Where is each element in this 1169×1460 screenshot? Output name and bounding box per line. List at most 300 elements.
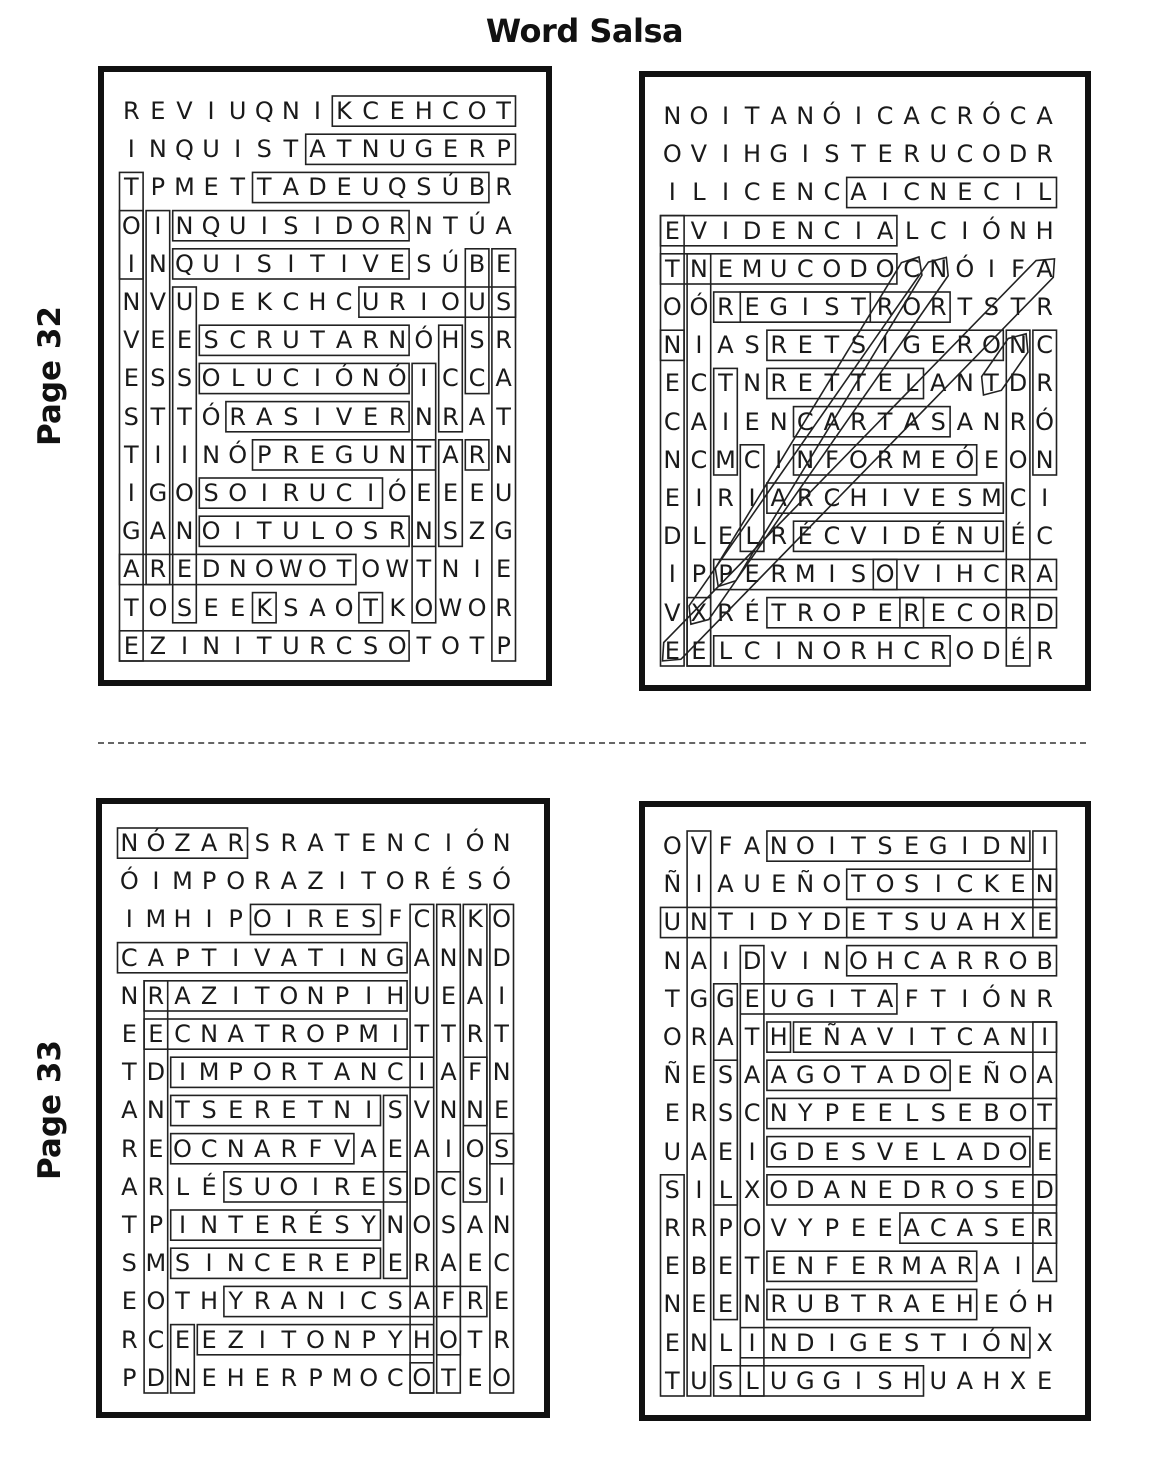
grid-letter: S	[930, 1099, 946, 1128]
grid-letter: Ó	[981, 984, 1001, 1013]
grid-letter: O	[875, 560, 895, 589]
grid-letter: I	[313, 211, 321, 240]
grid-letter: N	[796, 216, 815, 245]
grid-letter: A	[147, 943, 165, 972]
grid-letter: R	[717, 293, 734, 322]
grid-letter: O	[385, 867, 405, 896]
grid-letter: R	[796, 483, 814, 512]
grid-letter: O	[955, 636, 975, 665]
grid-letter: C	[1036, 331, 1053, 360]
grid-letter: N	[796, 636, 815, 665]
grid-letter: C	[823, 522, 841, 551]
grid-letter: R	[122, 97, 140, 126]
grid-letter: A	[413, 1134, 431, 1163]
grid-letter: N	[743, 369, 762, 398]
grid-letter: H	[412, 1325, 431, 1354]
grid-letter: T	[414, 1020, 430, 1049]
grid-letter: D	[822, 908, 842, 937]
grid-letter: E	[494, 1287, 510, 1316]
grid-letter: C	[663, 407, 681, 436]
grid-letter: E	[717, 522, 734, 551]
grid-letter: N	[175, 517, 194, 546]
grid-letter: C	[442, 97, 459, 126]
grid-letter: S	[850, 331, 867, 360]
grid-letter: U	[769, 984, 788, 1013]
grid-letter: G	[822, 1366, 842, 1395]
grid-letter: O	[875, 254, 895, 283]
grid-letter: A	[903, 1213, 920, 1242]
grid-letter: P	[257, 440, 272, 469]
grid-letter: R	[929, 293, 947, 322]
grid-letter: W	[278, 555, 303, 584]
grid-letter: T	[718, 369, 733, 398]
grid-letter: N	[769, 1099, 788, 1128]
grid-letter: T	[744, 102, 760, 131]
grid-letter: I	[961, 832, 969, 861]
grid-letter: N	[743, 1290, 762, 1319]
grid-letter: I	[154, 440, 162, 469]
grid-letter: I	[881, 483, 889, 512]
grid-letter: R	[876, 1252, 894, 1281]
grid-letter: R	[468, 135, 486, 164]
grid-letter: S	[416, 173, 432, 202]
grid-letter: V	[254, 943, 271, 972]
grid-letter: R	[440, 905, 457, 934]
grid-letter: A	[282, 173, 300, 202]
grid-letter: A	[956, 407, 974, 436]
grid-letter: D	[769, 908, 788, 937]
grid-letter: O	[1008, 946, 1028, 975]
grid-letter: S	[256, 249, 272, 278]
grid-letter: X	[1036, 1328, 1053, 1357]
grid-letter: N	[955, 522, 974, 551]
grid-letter: A	[876, 1061, 894, 1090]
grid-letter: S	[440, 1210, 457, 1239]
grid-letter: Ó	[465, 829, 485, 858]
grid-letter: R	[120, 1134, 138, 1163]
grid-letter: P	[496, 135, 511, 164]
grid-letter: T	[441, 1020, 456, 1049]
grid-letter: O	[492, 1363, 512, 1392]
grid-letter: D	[902, 522, 921, 551]
grid-letter: S	[334, 1210, 350, 1239]
grid-letter: Y	[797, 1213, 813, 1242]
grid-letter: E	[664, 483, 680, 512]
grid-letter: E	[148, 1020, 164, 1049]
grid-letter: O	[955, 1175, 975, 1204]
grid-letter: G	[689, 984, 709, 1013]
grid-letter: T	[718, 908, 733, 937]
grid-letter: O	[412, 1210, 432, 1239]
grid-letter: G	[121, 517, 141, 546]
grid-letter: E	[983, 1290, 999, 1319]
grid-letter: I	[987, 254, 995, 283]
grid-letter: A	[956, 908, 974, 937]
grid-letter: L	[904, 216, 919, 245]
grid-letter: S	[877, 1366, 893, 1395]
grid-letter: U	[982, 522, 1001, 551]
grid-letter: E	[691, 636, 707, 665]
grid-letter: N	[173, 1363, 192, 1392]
grid-letter: N	[359, 1058, 378, 1087]
grid-letter: É	[201, 1172, 217, 1201]
grid-letter: T	[851, 870, 866, 899]
grid-letter: C	[335, 288, 353, 317]
grid-letter: E	[717, 1137, 734, 1166]
grid-letter: N	[1035, 870, 1054, 899]
grid-letter: A	[466, 981, 484, 1010]
grid-letter: U	[796, 1290, 815, 1319]
grid-letter: D	[742, 216, 762, 245]
grid-letter: Ú	[441, 173, 460, 202]
grid-letter: T	[334, 829, 350, 858]
grid-letter: U	[929, 1366, 948, 1395]
grid-letter: N	[492, 1058, 511, 1087]
grid-letter: D	[201, 555, 221, 584]
grid-letter: O	[279, 1172, 299, 1201]
grid-letter: A	[690, 946, 708, 975]
grid-letter: T	[441, 1363, 456, 1392]
grid-letter: T	[851, 369, 866, 398]
grid-letter: I	[828, 832, 836, 861]
grid-letter: I	[668, 178, 676, 207]
grid-letter: Y	[361, 1210, 376, 1239]
grid-letter: S	[174, 1249, 191, 1278]
grid-letter: I	[721, 407, 730, 436]
grid-letter: T	[175, 1096, 190, 1125]
grid-letter: T	[256, 173, 272, 202]
grid-letter: S	[904, 1328, 920, 1357]
grid-letter: C	[903, 636, 921, 665]
grid-letter: E	[150, 326, 166, 355]
grid-letter: X	[1009, 908, 1027, 937]
grid-letter: P	[718, 560, 733, 589]
grid-letter: S	[121, 1249, 137, 1278]
grid-letter: I	[1014, 178, 1022, 207]
grid-letter: L	[692, 522, 706, 551]
grid-letter: C	[823, 483, 841, 512]
grid-letter: S	[717, 1061, 734, 1090]
grid-letter: E	[309, 440, 326, 469]
grid-letter: V	[770, 1213, 787, 1242]
grid-letter: É	[1010, 636, 1026, 665]
grid-letter: N	[769, 407, 788, 436]
grid-letter: I	[258, 1325, 266, 1354]
grid-letter: D	[146, 1363, 166, 1392]
grid-letter: M	[981, 483, 1002, 512]
grid-letter: Y	[797, 1099, 813, 1128]
grid-letter: R	[929, 636, 947, 665]
letter-grid	[659, 827, 1058, 1400]
grid-letter: H	[769, 1023, 788, 1052]
grid-letter: U	[282, 517, 300, 546]
grid-letter: A	[876, 216, 894, 245]
grid-letter: O	[228, 478, 248, 507]
grid-letter: S	[150, 364, 166, 393]
grid-letter: S	[283, 593, 299, 622]
grid-letter: N	[663, 445, 682, 474]
grid-letter: E	[1010, 1213, 1026, 1242]
grid-letter: O	[1008, 1137, 1028, 1166]
grid-letter: C	[120, 943, 138, 972]
grid-letter: A	[254, 1134, 271, 1163]
letter-grid	[116, 824, 515, 1397]
grid-letter: O	[981, 598, 1001, 627]
grid-letter: L	[692, 178, 706, 207]
grid-letter: R	[495, 326, 512, 355]
grid-letter: E	[664, 636, 680, 665]
grid-letter: L	[718, 1175, 733, 1204]
grid-letter: R	[717, 483, 734, 512]
grid-letter: É	[797, 522, 813, 551]
grid-letter: E	[850, 908, 867, 937]
grid-letter: O	[387, 631, 407, 660]
grid-letter: A	[335, 326, 353, 355]
grid-letter: R	[362, 326, 379, 355]
grid-letter: A	[770, 483, 787, 512]
grid-letter: E	[1010, 870, 1026, 899]
grid-letter: R	[876, 445, 894, 474]
grid-letter: E	[121, 1020, 137, 1049]
grid-letter: N	[492, 1210, 511, 1239]
grid-letter: P	[824, 1099, 840, 1128]
grid-letter: R	[466, 1287, 484, 1316]
grid-letter: F	[904, 984, 919, 1013]
grid-letter: N	[386, 829, 405, 858]
grid-letter: P	[201, 867, 217, 896]
grid-letter: P	[150, 173, 166, 202]
grid-letter: H	[876, 946, 895, 975]
grid-letter: T	[310, 249, 325, 278]
grid-letter: S	[744, 331, 760, 360]
grid-letter: D	[412, 1172, 432, 1201]
grid-letter: I	[234, 631, 242, 660]
grid-letter: N	[306, 981, 325, 1010]
grid-letter: B	[983, 1099, 1000, 1128]
grid-letter: O	[226, 867, 246, 896]
grid-letter: O	[414, 593, 434, 622]
grid-letter: I	[721, 216, 730, 245]
grid-letter: A	[690, 1137, 708, 1166]
grid-letter: C	[1009, 483, 1027, 512]
grid-letter: R	[770, 522, 788, 551]
grid-letter: I	[721, 946, 730, 975]
grid-letter: G	[494, 517, 513, 546]
grid-letter: T	[123, 440, 139, 469]
grid-letter: T	[467, 1325, 483, 1354]
grid-letter: U	[202, 249, 220, 278]
grid-letter: I	[367, 478, 375, 507]
grid-letter: T	[824, 331, 840, 360]
grid-letter: L	[904, 1099, 919, 1128]
grid-letter: I	[418, 1058, 426, 1087]
grid-letter: E	[174, 1325, 191, 1354]
grid-letter: P	[148, 1210, 164, 1239]
grid-letter: G	[902, 331, 921, 360]
grid-letter: G	[148, 478, 168, 507]
grid-letter: N	[492, 829, 511, 858]
grid-letter: A	[983, 1023, 1000, 1052]
grid-letter: A	[850, 178, 867, 207]
grid-letter: Z	[307, 867, 324, 896]
grid-letter: Ó	[981, 1328, 1001, 1357]
grid-letter: V	[903, 483, 920, 512]
grid-letter: A	[983, 1252, 1000, 1281]
grid-letter: N	[333, 1096, 352, 1125]
grid-letter: H	[902, 1366, 921, 1395]
grid-letter: M	[172, 867, 193, 896]
grid-letter: S	[469, 326, 485, 355]
grid-letter: N	[175, 211, 194, 240]
grid-letter: H	[955, 560, 974, 589]
grid-letter: R	[1036, 140, 1053, 169]
grid-letter: S	[363, 631, 379, 660]
grid-letter: T	[957, 293, 973, 322]
grid-letter: Ú	[441, 249, 460, 278]
grid-letter: R	[147, 1172, 165, 1201]
grid-letter: T	[824, 369, 840, 398]
grid-letter: A	[495, 364, 512, 393]
grid-letter: S	[824, 140, 840, 169]
grid-letter: P	[361, 1325, 376, 1354]
grid-letter: T	[851, 1061, 866, 1090]
grid-letter: É	[307, 1210, 324, 1239]
grid-letter: O	[175, 478, 194, 507]
grid-letter: U	[494, 478, 513, 507]
grid-letter: E	[496, 555, 512, 584]
grid-letter: W	[385, 555, 410, 584]
grid-letter: T	[494, 1020, 509, 1049]
grid-letter: I	[881, 522, 889, 551]
grid-letter: N	[200, 1210, 219, 1239]
grid-letter: C	[796, 407, 814, 436]
grid-letter: T	[744, 1023, 760, 1052]
grid-letter: Ñ	[663, 1061, 682, 1090]
grid-letter: N	[306, 1287, 325, 1316]
grid-letter: A	[1036, 1061, 1053, 1090]
grid-letter: T	[177, 402, 192, 431]
grid-letter: O	[121, 211, 141, 240]
grid-letter: I	[828, 984, 836, 1013]
grid-letter: R	[229, 402, 247, 431]
grid-letter: E	[416, 478, 432, 507]
grid-letter: E	[930, 331, 946, 360]
grid-letter: Y	[387, 1325, 403, 1354]
grid-letter: N	[663, 102, 682, 131]
grid-letter: O	[849, 946, 868, 975]
grid-letter: T	[361, 867, 376, 896]
grid-letter: D	[334, 211, 354, 240]
grid-letter: I	[1014, 1252, 1022, 1281]
grid-letter: S	[176, 364, 193, 393]
grid-letter: I	[234, 249, 242, 278]
grid-letter: Ñ	[796, 870, 815, 899]
grid-letter: A	[930, 946, 947, 975]
grid-letter: D	[982, 1137, 1001, 1166]
grid-letter: N	[388, 326, 407, 355]
grid-letter: E	[361, 829, 377, 858]
grid-letter: I	[828, 560, 836, 589]
grid-letter: N	[689, 908, 708, 937]
grid-letter: L	[718, 1328, 733, 1357]
grid-letter: Ó	[228, 440, 248, 469]
grid-letter: I	[908, 1023, 916, 1052]
grid-letter: E	[850, 1252, 867, 1281]
grid-letter: V	[903, 560, 920, 589]
grid-letter: O	[928, 1061, 948, 1090]
grid-letter: N	[494, 440, 513, 469]
grid-letter: O	[440, 288, 460, 317]
grid-letter: E	[363, 402, 379, 431]
grid-letter: A	[440, 1249, 457, 1278]
grid-letter: K	[256, 593, 273, 622]
letter-grid	[659, 97, 1058, 670]
grid-letter: I	[340, 249, 348, 278]
grid-letter: R	[929, 1175, 947, 1204]
grid-letter: N	[955, 369, 974, 398]
grid-letter: E	[664, 1099, 680, 1128]
grid-letter: T	[664, 984, 680, 1013]
grid-letter: Ú	[468, 211, 486, 240]
grid-letter: O	[981, 331, 1001, 360]
grid-letter: E	[176, 326, 193, 355]
grid-letter: T	[123, 593, 139, 622]
grid-letter: P	[361, 1249, 376, 1278]
grid-letter: E	[123, 364, 139, 393]
grid-letter: U	[929, 908, 948, 937]
grid-letter: Q	[254, 97, 274, 126]
grid-letter: R	[770, 1290, 788, 1319]
grid-letter: U	[282, 631, 300, 660]
grid-letter: T	[254, 1020, 270, 1049]
grid-letter: H	[414, 97, 433, 126]
grid-letter: A	[903, 1290, 920, 1319]
grid-letter: E	[281, 1249, 297, 1278]
grid-letter: Ó	[387, 364, 407, 393]
grid-letter: R	[280, 1134, 298, 1163]
grid-letter: S	[203, 326, 219, 355]
grid-letter: S	[983, 1175, 1000, 1204]
grid-letter: I	[473, 555, 481, 584]
grid-letter: S	[254, 829, 270, 858]
grid-letter: R	[493, 1325, 510, 1354]
grid-letter: R	[495, 593, 512, 622]
grid-letter: I	[260, 211, 268, 240]
grid-letter: A	[717, 870, 734, 899]
grid-letter: R	[388, 211, 406, 240]
grid-letter: P	[228, 905, 243, 934]
grid-letter: I	[127, 135, 135, 164]
grid-letter: D	[796, 1137, 815, 1166]
grid-letter: E	[387, 1134, 403, 1163]
grid-letter: R	[280, 1058, 298, 1087]
grid-letter: A	[307, 829, 324, 858]
grid-letter: V	[362, 249, 379, 278]
grid-letter: E	[389, 97, 405, 126]
grid-letter: N	[663, 331, 682, 360]
grid-letter: S	[930, 407, 946, 436]
grid-letter: T	[496, 402, 511, 431]
grid-letter: U	[769, 1366, 788, 1395]
grid-letter: I	[721, 140, 730, 169]
grid-letter: E	[389, 249, 405, 278]
grid-letter: R	[796, 598, 814, 627]
grid-letter: T	[121, 1058, 137, 1087]
grid-letter: E	[334, 905, 350, 934]
grid-letter: N	[226, 1134, 245, 1163]
grid-letter: R	[956, 331, 974, 360]
grid-letter: I	[338, 943, 346, 972]
